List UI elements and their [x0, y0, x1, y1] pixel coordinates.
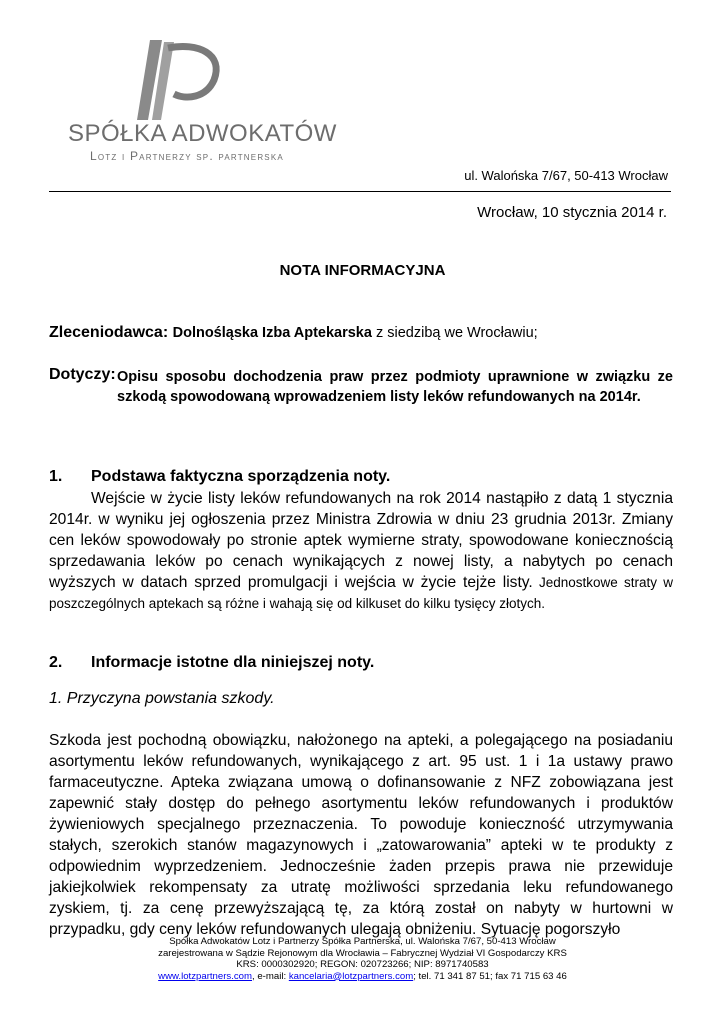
- section-2-text: Szkoda jest pochodną obowiązku, nałożonego na apteki, a polegającego na posiadaniu asortymentu leków refundowanych, wynikającego z art. 95 ust. 1 i 1a ustawy prawo farmaceutyczne. Apteka związana umową o dofinansowanie z NFZ zobowiązana jest zapewnić stały dostęp do pełnego asortymentu leków refundowanych i produktów żywieniowych specjalnego przeznaczenia. To powoduje konieczność utrzymywania stałych, szerokich stanów magazynowych i „zatowarowania” apteki w te produkty z odpowiednim wyprzedzeniem. Jednocześnie żaden przepis prawa nie przewiduje jakiejkolwiek rekompensaty za utratę możliwości sprzedania leku refundowanego zyskiem, tj. za cenę przewyższającą tę, za którą został on nabyty w hurtowni w przypadku, gdy ceny leków refundowanych ulegają obniżeniu. Sytuację pogorszyło: [49, 732, 673, 938]
- document-date: Wrocław, 10 stycznia 2014 r.: [477, 204, 667, 221]
- website-link[interactable]: www.lotzpartners.com: [158, 970, 253, 982]
- section-1-text-small: Jednostkowe straty w poszczególnych aptekach są różne i wahają się od kilkuset do kilku tysięcy złotych.: [49, 575, 673, 611]
- footer-line-3: KRS: 0000302920; REGON: 020723266; NIP: 8971740583: [236, 959, 489, 971]
- document-title: NOTA INFORMACYJNA: [279, 262, 446, 279]
- header-divider: [49, 191, 671, 192]
- footer-line-4: [0, 971, 725, 983]
- client-line: [49, 324, 538, 342]
- email-prefix: , e-mail:: [252, 970, 289, 982]
- section-2-subheading: 1. Przyczyna powstania szkody.: [49, 690, 275, 707]
- page-footer: [0, 936, 725, 982]
- email-link[interactable]: kancelaria@lotzpartners.com: [288, 970, 414, 982]
- section-1-title: Podstawa faktyczna sporządzenia noty.: [91, 468, 391, 485]
- section-1-heading: [49, 468, 673, 486]
- firm-subtitle: Lotz i Partnerzy sp. partnerska: [90, 149, 284, 163]
- section-2-body: [49, 730, 673, 940]
- firm-name: SPÓŁKA ADWOKATÓW: [68, 120, 337, 147]
- section-2-heading: [49, 654, 673, 672]
- subject-label-text: Dotyczy:: [49, 366, 116, 383]
- footer-contact: ; tel. 71 341 87 51; fax 71 715 63 46: [413, 970, 567, 982]
- footer-line-1: Spółka Adwokatów Lotz i Partnerzy Spółka Partnerska, ul. Walońska 7/67, 50-413 Wrocław: [169, 936, 556, 947]
- section-1-text: Wejście w życie listy leków refundowanych na rok 2014 nastąpiło z datą 1 stycznia 2014r. w wyniku jej ogłoszenia przez Ministra Zdrowia w dniu 23 grudnia 2013r. Zmiany cen leków spowodowały po stronie aptek wymierne straty, spowodowane koniecznością sprzedawania leków po cenach wynikających z nowej listy, a nabytych po cenach wyższych w datach sprzed promulgacji i wejścia w życie tejże listy.: [49, 490, 673, 591]
- section-2-title: Informacje istotne dla niniejszej noty.: [91, 654, 375, 671]
- section-2-number: 2.: [49, 654, 63, 671]
- subject-text: [117, 367, 673, 407]
- client-rest: z siedzibą we Wrocławiu;: [371, 325, 538, 341]
- client-label: Zleceniodawca:: [49, 324, 169, 341]
- section-1-number: 1.: [49, 468, 63, 485]
- section-1-body: [49, 488, 673, 614]
- firm-logo-monogram-icon: [128, 34, 228, 124]
- office-address: ul. Walońska 7/67, 50-413 Wrocław: [464, 168, 668, 183]
- subject-text-content: Opisu sposobu dochodzenia praw przez podmioty uprawnione w związku ze szkodą spowodowaną wprowadzeniem listy leków refundowanych na 2014r.: [117, 369, 673, 405]
- client-name: Dolnośląska Izba Aptekarska: [172, 325, 372, 341]
- footer-line-2: zarejestrowana w Sądzie Rejonowym dla Wrocławia – Fabrycznej Wydział VI Gospodarczy KRS: [158, 947, 567, 959]
